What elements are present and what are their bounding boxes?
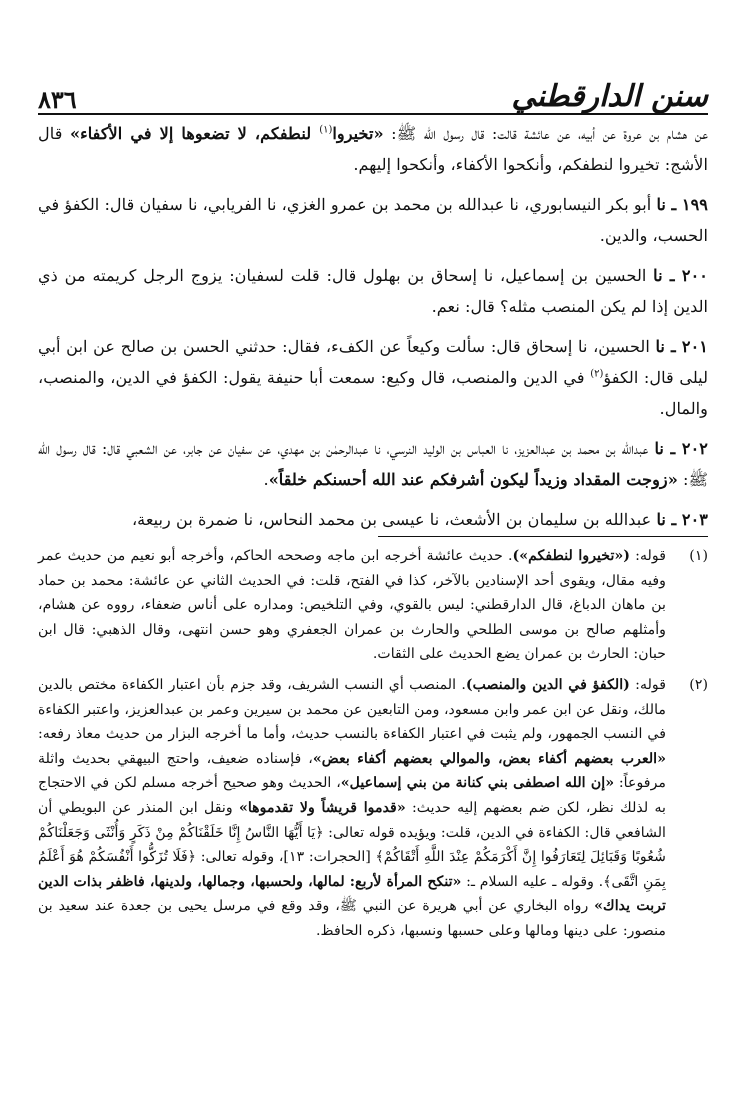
- running-title: سنن الدارقطني: [511, 79, 708, 114]
- paragraph-200: [38, 260, 708, 322]
- hadith-number: ٢٠٢ ـ: [663, 439, 709, 458]
- hadith-quote: «زوجت المقداد وزيداً ليكون أشرفكم عند الله أحسنكم خلقاً»: [268, 470, 678, 489]
- text: في الدين والمنصب، قال وكيع: سمعت أبا حنيفة يقول: الكفؤ في الدين، والمنصب، والمال.: [38, 368, 708, 418]
- text: رواه البخاري عن أبي هريرة عن النبي ﷺ، وقد وقع في مرسل يحيى بن جعدة عند سعيد بن منصور: على دينها ومالها وعلى حسبها ونسبها، ذكره الحافظ.: [38, 898, 666, 939]
- text: أبو بكر النيسابوري، نا عبدالله بن محمد بن عمرو الغزي، نا الفريابي، نا سفيان قال: الكفؤ في الحسب، والدين.: [38, 195, 708, 245]
- hadith-quote: «قدموا قريشاً ولا تقدموها»: [238, 799, 406, 816]
- paragraph-intro: [38, 118, 708, 180]
- hadith-quote: «إن الله اصطفى بني كنانة من بني إسماعيل»: [340, 775, 615, 792]
- narration-marker: نا: [655, 337, 665, 356]
- text: قوله:: [630, 548, 666, 564]
- footnote-text: [38, 673, 666, 944]
- hadith-quote: «تخيروا: [332, 124, 384, 143]
- text: الحسين بن إسماعيل، نا إسحاق بن بهلول قال: قلت لسفيان: يزوج الرجل كريمته من ذي الدين إذا لم يكن المنصب مثله؟ قال: نعم.: [38, 266, 708, 316]
- text: الحسين، نا إسحاق قال: سألت وكيعاً عن الكفء، فقال: حدثني الحسن بن صالح عن ابن أبي ليلى قال: الكفؤ: [38, 337, 709, 387]
- text: ونقل ابن المنذر عن البويطي أن الشافعي قال: الكفاءة في الدين، قلت: ويؤيده قوله تعالى: ﴿يَا أَيُّهَا النَّاسُ إِنَّا خَلَقْنَاكُمْ مِنْ ذَكَرٍ وَأُنْثَى وَجَعَلْنَاكُمْ شُعُوبًا وَقَبَائِلَ لِتَعَارَفُوا إِنَّ أَكْرَمَكُمْ عِنْدَ اللَّهِ أَتْقَاكُمْ﴾ [الحجرات: ١٣]، وقوله تعالى: ﴿فَلَا تُزَكُّوا أَنْفُسَكُمْ هُوَ أَعْلَمُ بِمَنِ اتَّقَى﴾. وقوله ـ عليه السلام ـ:: [38, 799, 666, 890]
- text: .: [263, 470, 269, 489]
- footnote-ref-2[interactable]: (٢): [590, 368, 604, 380]
- hadith-quote: لنطفكم، لا تضعوها إلا في الأكفاء»: [70, 124, 320, 143]
- text: عبدالله بن سليمان بن الأشعث، نا عيسى بن محمد النحاس، نا ضمرة بن ربيعة،: [131, 510, 657, 529]
- hadith-number: ٢٠١ ـ: [664, 337, 709, 356]
- hadith-quote: «تنكح المرأة لأربع: لمالها، ولحسبها، وجمالها، ولدينها، فاظفر بذات الدين تربت يداك»: [38, 873, 666, 915]
- page-number: ٨٣٦: [38, 85, 77, 114]
- page-header: [38, 68, 708, 112]
- footnotes: [38, 544, 708, 950]
- footnote-1: [38, 544, 708, 667]
- paragraph-201: [38, 331, 708, 424]
- hadith-number: ٢٠٣ ـ: [665, 510, 708, 529]
- paragraph-203: [38, 504, 708, 535]
- main-text: [38, 118, 708, 544]
- hadith-quote: «العرب بعضهم أكفاء بعض، والموالي بعضهم أكفاء بعض»: [312, 750, 666, 767]
- footnote-text: [38, 544, 666, 667]
- footnote-ref-1[interactable]: (١): [319, 124, 333, 136]
- hadith-number: ٢٠٠ ـ: [662, 266, 709, 285]
- text: قوله:: [629, 676, 666, 693]
- text: ، فإسناده ضعيف، واحتج البيهقي بحديث واثلة مرفوعاً:: [38, 750, 667, 792]
- narration-marker: نا: [654, 439, 664, 458]
- header-rule: [38, 113, 708, 115]
- text: . المنصب أي النسب الشريف، وقد جزم بأن اعتبار الكفاءة مختص بالدين مالك، ونقل عن ابن عمر وابن مسعود، ومن التابعين عن محمد بن سيرين وعمر بن عبدالعزيز، واعتبر الكفاءة في النسب الجمهور، ولم يثبت في اعتبار الكفاءة بالنسب حديث، وأما ما أخرجه البزار من حديث معاذ رفعه:: [38, 676, 666, 743]
- footnote-number: (١): [689, 548, 708, 564]
- narration-marker: نا: [656, 510, 666, 529]
- text: قال الأشج: تخيروا لنطفكم، وأنكحوا الأكفاء، وأنكحوا إليهم.: [38, 124, 708, 174]
- text: . حديث عائشة أخرجه ابن ماجه وصححه الحاكم، وأخرجه أبو نعيم من حديث عمر وفيه مقال، ويقوى أحد الإسنادين بالآخر، كذا في الفتح، قلت: في الحديث الثاني عن عائشة: محمد بن حماد بن ماهان الدباغ، قال الدارقطني: ليس بالقوي، وفي التلخيص: ومداره على أناس ضعفاء، رووه عن هشام، وأمثلهم صالح بن موسى الطلحي والحارث بن عمران الجعفري وهو حسن انتهى، وقال الذهبي: قال ابن حبان: الحارث بن عمران يضع الحديث على الثقات.: [38, 548, 666, 663]
- narration-marker: نا: [653, 266, 663, 285]
- hadith-number: ١٩٩ ـ: [665, 195, 708, 214]
- quoted-phrase: («تخيروا لنطفكم»): [512, 548, 630, 564]
- text: عن هشام بن عروة عن أبيه، عن عائشة قالت: قال رسول الله ﷺ:: [383, 124, 709, 143]
- narration-marker: نا: [656, 195, 666, 214]
- text: عبدالله بن محمد بن عبدالعزيز، نا العباس بن الوليد النرسي، نا عبدالرحمٰن بن مهدي، عن سفيان عن جابر، عن الشعبي قال: قال رسول الله ﷺ:: [38, 439, 708, 489]
- footnote-number: (٢): [689, 676, 708, 693]
- footnote-2: [38, 673, 708, 944]
- footnote-separator: [378, 536, 708, 537]
- text: ، الحديث وهو صحيح أخرجه مسلم لكن في الاحتجاج به لذلك نظر، لكن ضم بعضهم إليه حديث:: [38, 775, 666, 816]
- quoted-phrase: (الكفؤ في الدين والمنصب): [465, 676, 630, 693]
- paragraph-202: [38, 433, 708, 495]
- paragraph-199: [38, 189, 708, 251]
